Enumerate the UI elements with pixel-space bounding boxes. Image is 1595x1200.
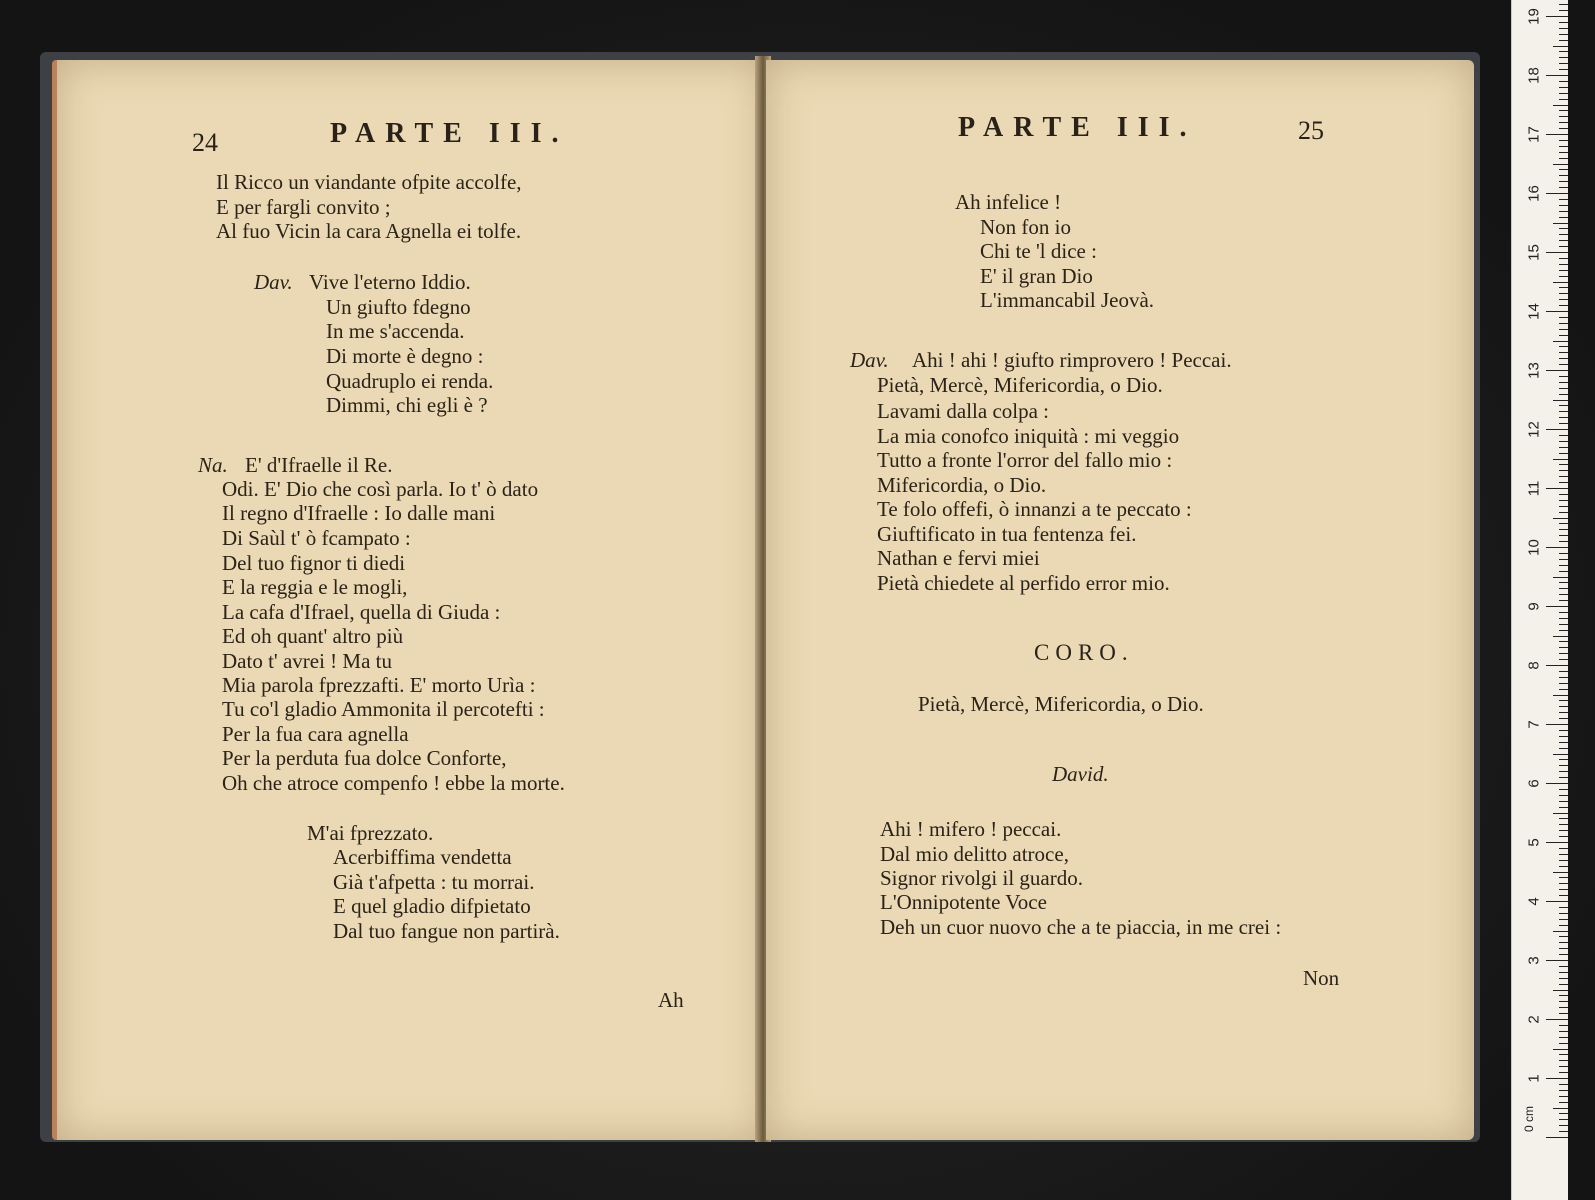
ruler-number: 18 [1525,67,1543,84]
verse-line: E' d'Ifraelle il Re. [245,453,393,477]
ruler-tick [1559,565,1568,566]
verse-line: L'immancabil Jeovà. [980,288,1155,312]
ruler-tick [1546,311,1568,312]
ruler-tick [1559,1013,1568,1014]
verse-line: Te folo offefi, ò innanzi a te peccato : [877,497,1192,521]
ruler-tick [1559,919,1568,920]
ruler-tick [1559,594,1568,595]
ruler-tick [1559,423,1568,424]
ruler-tick [1553,931,1568,932]
right-page [766,60,1474,1140]
ruler-tick [1546,547,1568,548]
ruler-tick [1559,866,1568,867]
verse-line: Mia parola fprezzafti. E' morto Urìa : [222,673,536,697]
speaker-na: Na. [198,453,228,477]
verse-line: Ah infelice ! [955,190,1062,214]
ruler-tick [1559,718,1568,719]
ruler-tick [1559,523,1568,524]
ruler-tick [1559,641,1568,642]
ruler-tick [1559,51,1568,52]
ruler-number: 14 [1525,303,1543,320]
ruler-tick [1559,683,1568,684]
ruler-tick [1559,600,1568,601]
ruler-tick [1559,824,1568,825]
ruler-tick [1559,1119,1568,1120]
ruler-tick [1559,476,1568,477]
ruler-tick [1559,388,1568,389]
ruler-tick [1559,742,1568,743]
ruler-tick [1559,435,1568,436]
ruler-tick [1559,482,1568,483]
ruler-tick [1559,883,1568,884]
ruler-tick [1559,553,1568,554]
ruler-tick [1559,571,1568,572]
ruler-number: 12 [1525,421,1543,438]
ruler-tick [1559,659,1568,660]
verse-line: Oh che atroce compenfo ! ebbe la morte. [222,771,565,795]
ruler-tick [1559,818,1568,819]
ruler-tick [1559,246,1568,247]
verse-line: Di morte è degno : [326,344,484,368]
ruler-tick [1559,1001,1568,1002]
ruler-tick [1559,936,1568,937]
ruler-tick [1559,700,1568,701]
ruler-tick [1559,848,1568,849]
verse-line: Non fon io [980,215,1071,239]
ruler-tick [1559,87,1568,88]
ruler-tick [1559,807,1568,808]
ruler-tick [1559,1084,1568,1085]
ruler-tick [1559,730,1568,731]
verse-line: Signor rivolgi il guardo. [880,866,1083,890]
ruler-tick [1559,913,1568,914]
verse-line: Un giufto fdegno [326,295,471,319]
ruler-tick [1546,252,1568,253]
ruler-number: 6 [1525,779,1543,788]
ruler-tick [1559,270,1568,271]
ruler-tick [1553,400,1568,401]
right-catchword: Non [1303,966,1340,990]
ruler-tick [1559,264,1568,265]
ruler-tick [1559,352,1568,353]
verse-line: Vive l'eterno Iddio. [309,270,471,294]
ruler-tick [1559,1025,1568,1026]
ruler-tick [1553,282,1568,283]
ruler-tick [1559,93,1568,94]
right-page-number: 25 [1298,116,1324,145]
ruler-tick [1559,612,1568,613]
left-page-number: 24 [192,128,218,157]
ruler-tick [1553,990,1568,991]
verse-line: Quadruplo ei renda. [326,369,494,393]
ruler-tick [1559,942,1568,943]
ruler-tick [1559,122,1568,123]
ruler-number: 11 [1525,480,1543,497]
ruler-tick [1559,217,1568,218]
verse-line: Del tuo fignor ti diedi [222,551,406,575]
ruler-tick [1559,116,1568,117]
ruler-tick [1553,459,1568,460]
verse-line: Ahi ! mifero ! peccai. [880,817,1062,841]
ruler-tick [1559,789,1568,790]
verse-line: E per fargli convito ; [216,195,391,219]
ruler-tick [1553,872,1568,873]
ruler-tick [1559,140,1568,141]
right-page-header: PARTE III. [958,112,1197,143]
verse-line: Tutto a fronte l'orror del fallo mio : [877,448,1173,472]
ruler-tick [1559,748,1568,749]
ruler-tick [1553,636,1568,637]
ruler-number: 7 [1525,720,1543,729]
ruler-tick [1553,223,1568,224]
ruler-tick [1559,995,1568,996]
speaker-dav: Dav. [850,348,889,372]
ruler-tick [1559,582,1568,583]
ruler-tick [1559,1054,1568,1055]
ruler-tick [1559,305,1568,306]
ruler-number: 8 [1525,661,1543,670]
ruler-number: 2 [1525,1015,1543,1024]
ruler-number: 3 [1525,956,1543,965]
ruler-tick [1559,453,1568,454]
ruler-tick [1559,158,1568,159]
verse-line: Dal mio delitto atroce, [880,842,1069,866]
ruler-tick [1559,653,1568,654]
ruler-number: 13 [1525,362,1543,379]
ruler-tick [1559,99,1568,100]
ruler-tick [1559,677,1568,678]
ruler-tick [1559,364,1568,365]
ruler-tick [1559,506,1568,507]
verse-line: Per la fua cara agnella [222,722,409,746]
ruler-tick [1559,1113,1568,1114]
ruler-tick [1559,28,1568,29]
ruler-tick [1559,777,1568,778]
ruler-tick [1559,346,1568,347]
verse-line: Per la perduta fua dolce Conforte, [222,746,507,770]
verse-line: E quel gladio difpietato [333,894,531,918]
verse-line: Lavami dalla colpa : [877,399,1050,423]
ruler-tick [1559,759,1568,760]
ruler-tick [1553,341,1568,342]
ruler-tick [1546,1137,1568,1138]
ruler-unit: 0 cm [1522,1105,1537,1133]
ruler-tick [1559,541,1568,542]
ruler-tick [1553,1049,1568,1050]
ruler-tick [1546,842,1568,843]
ruler-tick [1559,795,1568,796]
ruler-tick [1559,972,1568,973]
ruler-tick [1559,1096,1568,1097]
ruler-tick [1559,535,1568,536]
ruler-tick [1546,1019,1568,1020]
verse-line: M'ai fprezzato. [307,821,434,845]
ruler-tick [1559,299,1568,300]
ruler-tick [1559,181,1568,182]
ruler-number: 1 [1525,1074,1543,1083]
ruler-tick [1559,57,1568,58]
ruler-tick [1559,152,1568,153]
ruler-tick [1546,75,1568,76]
verse-line: Acerbiffima vendetta [333,845,512,869]
ruler-tick [1553,1108,1568,1109]
ruler-tick [1559,470,1568,471]
ruler-tick [1559,1060,1568,1061]
verse-line: Pietà, Mercè, Mifericordia, o Dio. [877,373,1163,397]
ruler-tick [1559,500,1568,501]
verse-line: Il regno d'Ifraelle : Io dalle mani [222,501,496,525]
ruler-tick [1546,960,1568,961]
verse-line: Dal tuo fangue non partirà. [333,919,560,943]
ruler-tick [1559,4,1568,5]
ruler-tick [1559,624,1568,625]
ruler-tick [1559,1125,1568,1126]
ruler-tick [1546,724,1568,725]
ruler-tick [1559,830,1568,831]
ruler-tick [1546,134,1568,135]
ruler-tick [1546,16,1568,17]
verse-line: Il Ricco un viandante ofpite accolfe, [216,170,522,194]
ruler-tick [1559,211,1568,212]
ruler-tick [1559,417,1568,418]
ruler-number: 5 [1525,838,1543,847]
ruler-tick [1559,335,1568,336]
ruler-tick [1553,164,1568,165]
ruler-tick [1559,40,1568,41]
ruler-tick [1559,712,1568,713]
ruler-number: 19 [1525,8,1543,25]
coro-heading: CORO. [1034,640,1134,665]
ruler-tick [1559,382,1568,383]
verse-line: Ed oh quant' altro più [222,624,404,648]
ruler-tick [1559,110,1568,111]
ruler-tick [1559,128,1568,129]
ruler-tick [1559,293,1568,294]
ruler-tick [1559,258,1568,259]
ruler-tick [1559,736,1568,737]
verse-line: E' il gran Dio [980,264,1093,288]
speaker-dav: Dav. [254,270,293,294]
ruler-tick [1559,529,1568,530]
verse-line: Dato t' avrei ! Ma tu [222,649,392,673]
ruler-tick [1559,376,1568,377]
ruler-tick [1559,889,1568,890]
ruler-number: 4 [1525,897,1543,906]
ruler-tick [1546,193,1568,194]
verse-line: Odi. E' Dio che così parla. Io t' ò dato [222,477,539,501]
ruler-tick [1559,877,1568,878]
ruler-tick [1559,954,1568,955]
ruler-tick [1559,34,1568,35]
verse-line: Già t'afpetta : tu morrai. [333,870,535,894]
ruler-tick [1559,630,1568,631]
left-catchword: Ah [658,988,684,1012]
ruler-tick [1559,447,1568,448]
ruler-tick [1559,1072,1568,1073]
ruler-tick [1559,317,1568,318]
ruler-tick [1546,665,1568,666]
verse-line: Mifericordia, o Dio. [877,473,1047,497]
ruler-tick [1559,1037,1568,1038]
verse-line: Deh un cuor nuovo che a te piaccia, in me crei : [880,915,1282,939]
ruler-tick [1559,394,1568,395]
ruler-tick [1553,813,1568,814]
ruler-tick [1559,1090,1568,1091]
ruler-tick [1559,907,1568,908]
ruler-tick [1553,754,1568,755]
verse-line: Pietà chiedete al perfido error mio. [877,571,1170,595]
ruler-tick [1559,411,1568,412]
ruler-tick [1559,187,1568,188]
ruler-tick [1559,169,1568,170]
verse-line: E la reggia e le mogli, [222,575,408,599]
ruler-tick [1546,783,1568,784]
ruler-tick [1559,618,1568,619]
ruler-number: 16 [1525,185,1543,202]
ruler-tick [1559,1131,1568,1132]
ruler-tick [1559,559,1568,560]
ruler-tick [1559,1007,1568,1008]
ruler-tick [1559,925,1568,926]
ruler-tick [1559,765,1568,766]
ruler-tick [1559,836,1568,837]
ruler-tick [1553,105,1568,106]
verse-line: In me s'accenda. [326,319,465,343]
ruler-tick [1559,69,1568,70]
ruler-tick [1559,1066,1568,1067]
ruler-tick [1559,81,1568,82]
ruler-tick [1559,63,1568,64]
ruler-tick [1559,1043,1568,1044]
verse-line: Al fuo Vicin la cara Agnella ei tolfe. [216,219,522,243]
ruler-tick [1559,706,1568,707]
ruler-number: 10 [1525,539,1543,556]
verse-line: Dimmi, chi egli è ? [326,393,488,417]
ruler-tick [1559,854,1568,855]
ruler-tick [1546,370,1568,371]
verse-line: Di Saùl t' ò fcampato : [222,526,411,550]
ruler-tick [1559,978,1568,979]
ruler-tick [1559,329,1568,330]
ruler-number: 9 [1525,602,1543,611]
ruler-tick [1559,228,1568,229]
ruler-tick [1559,22,1568,23]
verse-line: Ahi ! ahi ! giufto rimprovero ! Peccai. [912,348,1232,372]
ruler-tick [1559,358,1568,359]
ruler-tick [1559,671,1568,672]
ruler-tick [1559,984,1568,985]
ruler-tick [1559,205,1568,206]
ruler-tick [1553,695,1568,696]
ruler-tick [1559,895,1568,896]
ruler-tick [1559,860,1568,861]
ruler-tick [1559,441,1568,442]
ruler-tick [1546,488,1568,489]
ruler-tick [1559,512,1568,513]
verse-line: La mia conofco iniquità : mi veggio [877,424,1180,448]
verse-line: Tu co'l gladio Ammonita il percotefti : [222,697,545,721]
ruler-tick [1559,323,1568,324]
verse-line: L'Onnipotente Voce [880,890,1047,914]
verse-line: Giuftificato in tua fentenza fei. [877,522,1137,546]
ruler-tick [1559,689,1568,690]
ruler-tick [1559,405,1568,406]
ruler-tick [1559,771,1568,772]
ruler-tick [1559,494,1568,495]
ruler-tick [1559,588,1568,589]
ruler-tick [1559,175,1568,176]
ruler-tick [1559,464,1568,465]
measurement-ruler [1511,0,1568,1200]
ruler-number: 17 [1525,126,1543,143]
ruler-tick [1559,801,1568,802]
ruler-tick [1546,901,1568,902]
ruler-tick [1546,429,1568,430]
verse-line: Pietà, Mercè, Mifericordia, o Dio. [918,692,1204,716]
ruler-tick [1553,518,1568,519]
ruler-tick [1559,287,1568,288]
ruler-tick [1559,199,1568,200]
ruler-number: 15 [1525,244,1543,261]
ruler-tick [1559,10,1568,11]
ruler-tick [1559,647,1568,648]
ruler-tick [1546,606,1568,607]
ruler-tick [1553,46,1568,47]
ruler-tick [1559,276,1568,277]
ruler-tick [1559,966,1568,967]
ruler-tick [1559,240,1568,241]
ruler-tick [1559,146,1568,147]
verse-line: Nathan e fervi miei [877,546,1040,570]
verse-line: Chi te 'l dice : [980,239,1097,263]
ruler-tick [1553,577,1568,578]
left-page-header: PARTE III. [330,118,569,149]
ruler-tick [1559,1102,1568,1103]
verse-line: La cafa d'Ifrael, quella di Giuda : [222,600,501,624]
ruler-tick [1559,1031,1568,1032]
ruler-tick [1559,948,1568,949]
ruler-tick [1546,1078,1568,1079]
ruler-tick [1559,234,1568,235]
david-heading: David. [1052,762,1109,786]
